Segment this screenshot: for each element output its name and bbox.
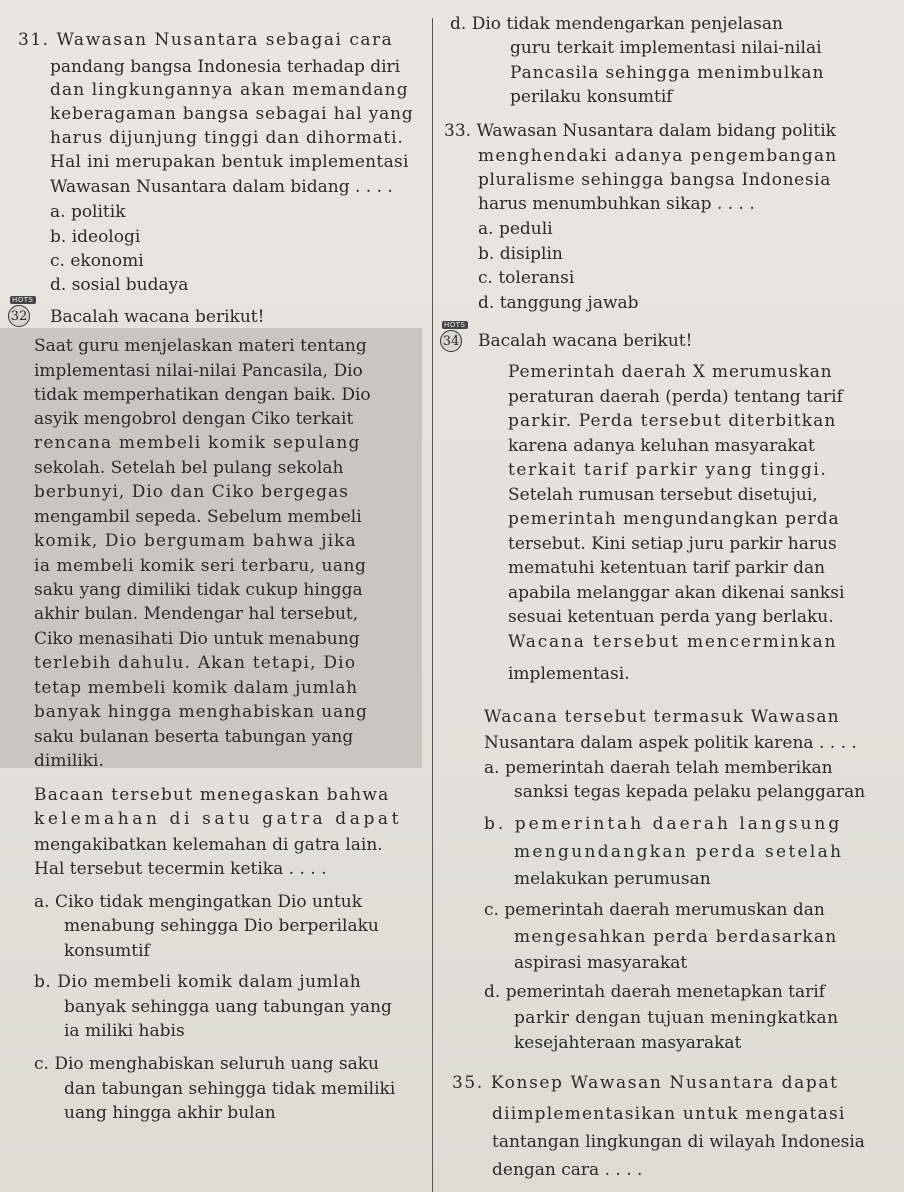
q32-passage-line: berbunyi, Dio dan Ciko bergegas xyxy=(34,482,349,502)
q34-option-b-cont: melakukan perumusan xyxy=(514,869,711,889)
q34-question-line: Nusantara dalam aspek politik karena . . . . xyxy=(484,733,857,753)
q34-passage-line: mematuhi ketentuan tarif parkir dan xyxy=(508,558,826,578)
q34-passage-line: sesuai ketentuan perda yang berlaku. xyxy=(508,607,834,627)
q31-line: keberagaman bangsa sebagai hal yang xyxy=(50,104,414,124)
q33-option[interactable]: b. disiplin xyxy=(478,244,563,264)
q32-question-line: Bacaan tersebut menegaskan bahwa xyxy=(34,785,390,805)
q34-option-b-cont: mengundangkan perda setelah xyxy=(514,842,844,862)
q32-option-c[interactable]: c. Dio menghabiskan seluruh uang saku xyxy=(34,1054,379,1074)
q32-option-d-cont: Pancasila sehingga menimbulkan xyxy=(510,63,825,83)
q34-intro: Bacalah wacana berikut! xyxy=(478,331,693,351)
q32-passage-line: tetap membeli komik dalam jumlah xyxy=(34,678,358,698)
q34-option-a-cont: sanksi tegas kepada pelaku pelanggaran xyxy=(514,782,866,802)
q35-line: 35. Konsep Wawasan Nusantara dapat xyxy=(452,1073,839,1093)
q32-option-a-cont: menabung sehingga Dio berperilaku xyxy=(64,916,379,936)
q34-option-d-cont: parkir dengan tujuan meningkatkan xyxy=(514,1008,839,1028)
q35-line: dengan cara . . . . xyxy=(492,1160,643,1180)
q33-line: menghendaki adanya pengembangan xyxy=(478,146,838,166)
hots-tag: HOTS xyxy=(12,296,34,304)
q32-passage-line: rencana membeli komik sepulang xyxy=(34,433,361,453)
q32-passage-line: ia membeli komik seri terbaru, uang xyxy=(34,556,367,576)
q32-number-badge: 32 xyxy=(8,305,30,327)
q33-option[interactable]: c. toleransi xyxy=(478,268,575,288)
q32-option-d-cont: guru terkait implementasi nilai-nilai xyxy=(510,38,822,58)
q31-option[interactable]: a. politik xyxy=(50,202,126,222)
q34-passage-line: terkait tarif parkir yang tinggi. xyxy=(508,460,828,480)
q31-option[interactable]: d. sosial budaya xyxy=(50,275,189,295)
hots-tag: HOTS xyxy=(444,321,466,329)
q31-line: harus dijunjung tinggi dan dihormati. xyxy=(50,128,404,148)
q35-line: diimplementasikan untuk mengatasi xyxy=(492,1104,846,1124)
q32-question-line: Hal tersebut tecermin ketika . . . . xyxy=(34,859,327,879)
q32-passage-line: implementasi nilai-nilai Pancasila, Dio xyxy=(34,361,363,381)
q32-passage-line: tidak memperhatikan dengan baik. Dio xyxy=(34,385,371,405)
q32-passage-line: banyak hingga menghabiskan uang xyxy=(34,702,368,722)
q34-passage-line: Setelah rumusan tersebut disetujui, xyxy=(508,485,818,505)
q32-passage-line: akhir bulan. Mendengar hal tersebut, xyxy=(34,604,359,624)
q31-option[interactable]: b. ideologi xyxy=(50,227,141,247)
q34-option-a[interactable]: a. pemerintah daerah telah memberikan xyxy=(484,758,833,778)
q31-line: 31. Wawasan Nusantara sebagai cara xyxy=(18,30,394,50)
q32-option-b-cont: ia miliki habis xyxy=(64,1021,185,1041)
q32-option-c-cont: uang hingga akhir bulan xyxy=(64,1103,276,1123)
q33-line: pluralisme sehingga bangsa Indonesia xyxy=(478,170,831,190)
q32-option-d[interactable]: d. Dio tidak mendengarkan penjelasan xyxy=(450,14,783,34)
q32-option-d-cont: perilaku konsumtif xyxy=(510,87,673,107)
q34-passage-line: peraturan daerah (perda) tentang tarif xyxy=(508,387,843,407)
q32-question-line: kelemahan di satu gatra dapat xyxy=(34,809,403,829)
q32-question-line: mengakibatkan kelemahan di gatra lain. xyxy=(34,835,383,855)
q31-line: pandang bangsa Indonesia terhadap diri xyxy=(50,57,401,77)
q32-passage-line: dimiliki. xyxy=(34,751,104,771)
q34-passage-line: pemerintah mengundangkan perda xyxy=(508,509,840,529)
q32-passage-line: sekolah. Setelah bel pulang sekolah xyxy=(34,458,344,478)
q34-passage-line: implementasi. xyxy=(508,664,630,684)
q34-option-d[interactable]: d. pemerintah daerah menetapkan tarif xyxy=(484,982,825,1002)
q32-option-b-cont: banyak sehingga uang tabungan yang xyxy=(64,997,392,1017)
q32-passage-line: saku bulanan beserta tabungan yang xyxy=(34,727,354,747)
q32-passage-line: Saat guru menjelaskan materi tentang xyxy=(34,336,367,356)
q32-passage-line: saku yang dimiliki tidak cukup hingga xyxy=(34,580,363,600)
q32-passage-line: mengambil sepeda. Sebelum membeli xyxy=(34,507,362,527)
q33-option[interactable]: a. peduli xyxy=(478,219,553,239)
q34-question-line: Wacana tersebut termasuk Wawasan xyxy=(484,707,840,727)
q32-option-c-cont: dan tabungan sehingga tidak memiliki xyxy=(64,1079,396,1099)
q34-number-badge: 34 xyxy=(440,330,462,352)
q32-passage-line: asyik mengobrol dengan Ciko terkait xyxy=(34,409,354,429)
q33-line: 33. Wawasan Nusantara dalam bidang politik xyxy=(444,121,836,141)
q32-passage-line: Ciko menasihati Dio untuk menabung xyxy=(34,629,360,649)
q34-passage-line: karena adanya keluhan masyarakat xyxy=(508,436,815,456)
q34-option-c-cont: mengesahkan perda berdasarkan xyxy=(514,927,838,947)
q33-line: harus menumbuhkan sikap . . . . xyxy=(478,194,755,214)
q31-line: dan lingkungannya akan memandang xyxy=(50,80,409,100)
q34-passage-line: parkir. Perda tersebut diterbitkan xyxy=(508,411,837,431)
q35-line: tantangan lingkungan di wilayah Indonesia xyxy=(492,1132,865,1152)
q34-option-c-cont: aspirasi masyarakat xyxy=(514,953,688,973)
q32-passage-line: komik, Dio bergumam bahwa jika xyxy=(34,531,357,551)
q34-passage-line: apabila melanggar akan dikenai sanksi xyxy=(508,583,845,603)
q32-option-b[interactable]: b. Dio membeli komik dalam jumlah xyxy=(34,972,362,992)
q31-option[interactable]: c. ekonomi xyxy=(50,251,144,271)
q32-option-a-cont: konsumtif xyxy=(64,941,150,961)
q33-option[interactable]: d. tanggung jawab xyxy=(478,293,639,313)
q32-passage-line: terlebih dahulu. Akan tetapi, Dio xyxy=(34,653,357,673)
q31-line: Hal ini merupakan bentuk implementasi xyxy=(50,152,409,172)
q34-option-b[interactable]: b. pemerintah daerah langsung xyxy=(484,814,843,834)
q34-passage-line: Wacana tersebut mencerminkan xyxy=(508,632,838,652)
q31-line: Wawasan Nusantara dalam bidang . . . . xyxy=(50,177,393,197)
q32-intro: Bacalah wacana berikut! xyxy=(50,307,265,327)
q32-option-a[interactable]: a. Ciko tidak mengingatkan Dio untuk xyxy=(34,892,363,912)
q34-passage-line: Pemerintah daerah X merumuskan xyxy=(508,362,833,382)
q34-option-c[interactable]: c. pemerintah daerah merumuskan dan xyxy=(484,900,825,920)
q34-passage-line: tersebut. Kini setiap juru parkir harus xyxy=(508,534,837,554)
column-divider xyxy=(432,18,433,1192)
q34-option-d-cont: kesejahteraan masyarakat xyxy=(514,1033,742,1053)
